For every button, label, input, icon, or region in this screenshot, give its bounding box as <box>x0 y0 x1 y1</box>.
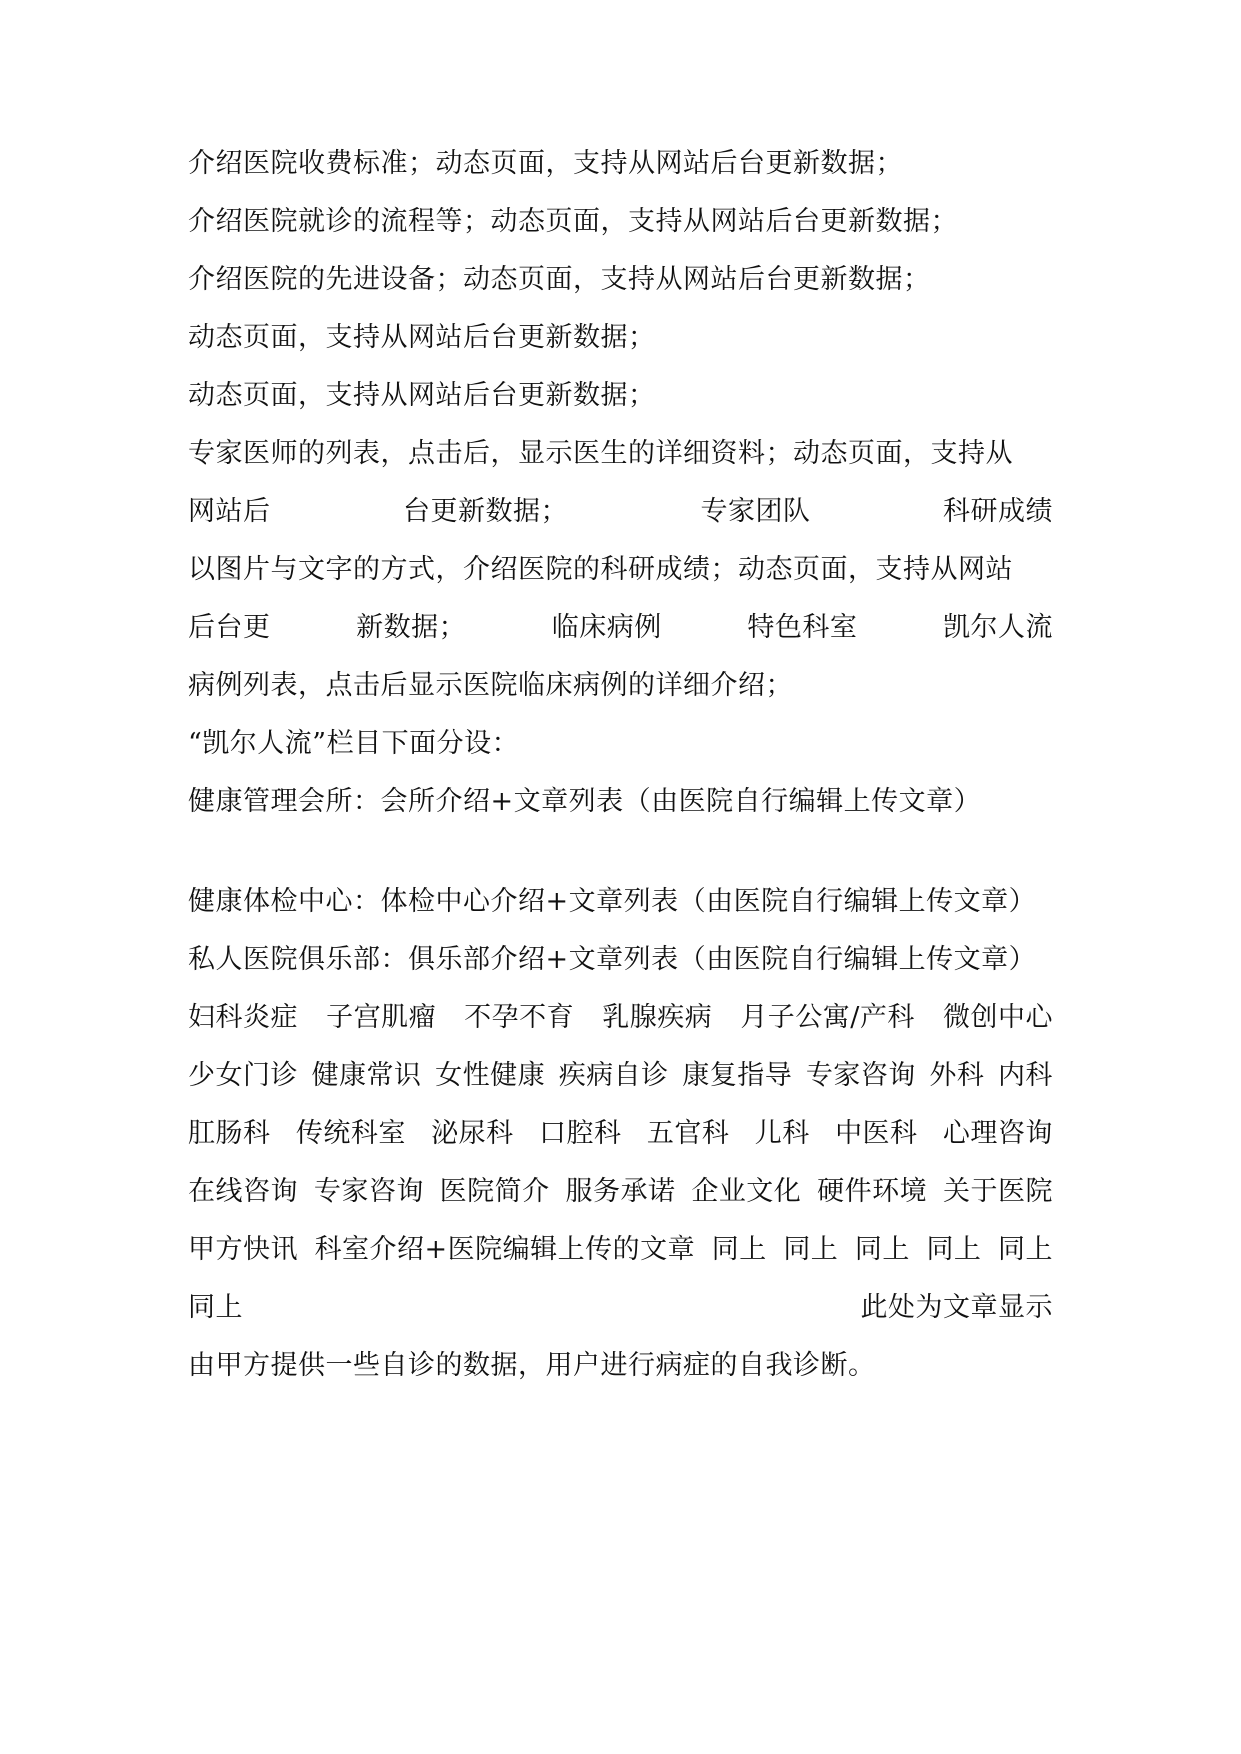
text-line-expert-team <box>188 490 1053 534</box>
text-segment: 在线咨询 <box>188 1176 298 1207</box>
text-segment: 凯尔人流 <box>943 612 1053 643</box>
text-line-dynamic-page-2: 动态页面，支持从网站后台更新数据； <box>188 380 656 411</box>
text-segment: 子宫肌瘤 <box>326 1002 437 1033</box>
text-line-self-diagnosis: 由甲方提供一些自诊的数据，用户进行病症的自我诊断。 <box>188 1350 876 1381</box>
text-segment: 新数据； <box>356 612 467 643</box>
text-segment: 台更新数据； <box>403 496 568 527</box>
text-segment: 此处为文章显示 <box>860 1292 1053 1323</box>
text-segment: 同上 <box>854 1234 910 1265</box>
text-segment: 内科 <box>997 1060 1053 1091</box>
text-segment: 五官科 <box>646 1118 730 1149</box>
text-segment: 同上 <box>188 1292 243 1323</box>
text-segment: 肛肠科 <box>188 1118 271 1149</box>
text-segment: 妇科炎症 <box>188 1002 298 1033</box>
text-segment: 专家咨询 <box>313 1176 424 1207</box>
text-segment: 外科 <box>929 1060 985 1091</box>
text-segment: 后台更 <box>188 612 271 643</box>
text-line-article-display <box>188 1286 1053 1330</box>
text-segment: 同上 <box>998 1234 1053 1265</box>
text-segment: 科研成绩 <box>943 496 1053 527</box>
text-segment: 疾病自诊 <box>558 1060 669 1091</box>
text-segment: 临床病例 <box>551 612 662 643</box>
text-line-news <box>188 1228 1053 1272</box>
text-segment: 儿科 <box>754 1118 810 1149</box>
text-line-column-sub: “凯尔人流”栏目下面分设： <box>188 728 520 759</box>
text-segment: 关于医院 <box>942 1176 1053 1207</box>
text-segment: 医院简介 <box>439 1176 550 1207</box>
text-line-about <box>188 1170 1053 1214</box>
text-segment: 不孕不育 <box>464 1002 575 1033</box>
text-segment: 泌尿科 <box>431 1118 514 1149</box>
text-line-equipment: 介绍医院的先进设备；动态页面，支持从网站后台更新数据； <box>188 264 931 295</box>
text-segment: 口腔科 <box>539 1118 622 1149</box>
text-segment: 少女门诊 <box>188 1060 298 1091</box>
text-segment: 微创中心 <box>943 1002 1053 1033</box>
text-segment: 康复指导 <box>682 1060 793 1091</box>
text-segment: 心理咨询 <box>942 1118 1053 1149</box>
text-segment: 同上 <box>926 1234 982 1265</box>
text-line-departments-3 <box>188 1112 1053 1156</box>
text-line-case-list: 病例列表，点击后显示医院临床病例的详细介绍； <box>188 670 793 701</box>
text-segment: 传统科室 <box>295 1118 406 1149</box>
text-segment: 科室介绍+医院编辑上传的文章 <box>314 1234 696 1265</box>
text-segment: 女性健康 <box>435 1060 546 1091</box>
text-line-checkup-center: 健康体检中心：体检中心介绍+文章列表（由医院自行编辑上传文章） <box>188 886 1037 917</box>
text-line-visit-process: 介绍医院就诊的流程等；动态页面，支持从网站后台更新数据； <box>188 206 958 237</box>
text-segment: 同上 <box>783 1234 839 1265</box>
text-segment: 中医科 <box>835 1118 918 1149</box>
text-segment: 同上 <box>711 1234 767 1265</box>
text-line-expert-list: 专家医师的列表，点击后，显示医生的详细资料；动态页面，支持从 <box>188 438 1013 469</box>
text-line-dynamic-page-1: 动态页面，支持从网站后台更新数据； <box>188 322 656 353</box>
text-line-departments-2 <box>188 1054 1053 1098</box>
text-segment: 专家团队 <box>700 496 811 527</box>
text-segment: 网站后 <box>188 496 271 527</box>
text-segment: 企业文化 <box>691 1176 802 1207</box>
text-segment: 月子公寓/产科 <box>740 1002 915 1033</box>
text-line-health-club: 健康管理会所：会所介绍+文章列表（由医院自行编辑上传文章） <box>188 786 982 817</box>
text-segment: 健康常识 <box>311 1060 422 1091</box>
text-segment: 服务承诺 <box>565 1176 676 1207</box>
text-line-private-club: 私人医院俱乐部：俱乐部介绍+文章列表（由医院自行编辑上传文章） <box>188 944 1037 975</box>
text-segment: 甲方快讯 <box>188 1234 298 1265</box>
text-line-research: 以图片与文字的方式，介绍医院的科研成绩；动态页面，支持从网站 <box>188 554 1013 585</box>
text-line-clinical-cases <box>188 606 1053 650</box>
text-segment: 特色科室 <box>747 612 858 643</box>
text-segment: 硬件环境 <box>817 1176 928 1207</box>
text-line-departments-1 <box>188 996 1053 1040</box>
text-segment: 乳腺疾病 <box>602 1002 713 1033</box>
text-line-fee-standard: 介绍医院收费标准；动态页面，支持从网站后台更新数据； <box>188 148 903 179</box>
text-segment: 专家咨询 <box>805 1060 916 1091</box>
